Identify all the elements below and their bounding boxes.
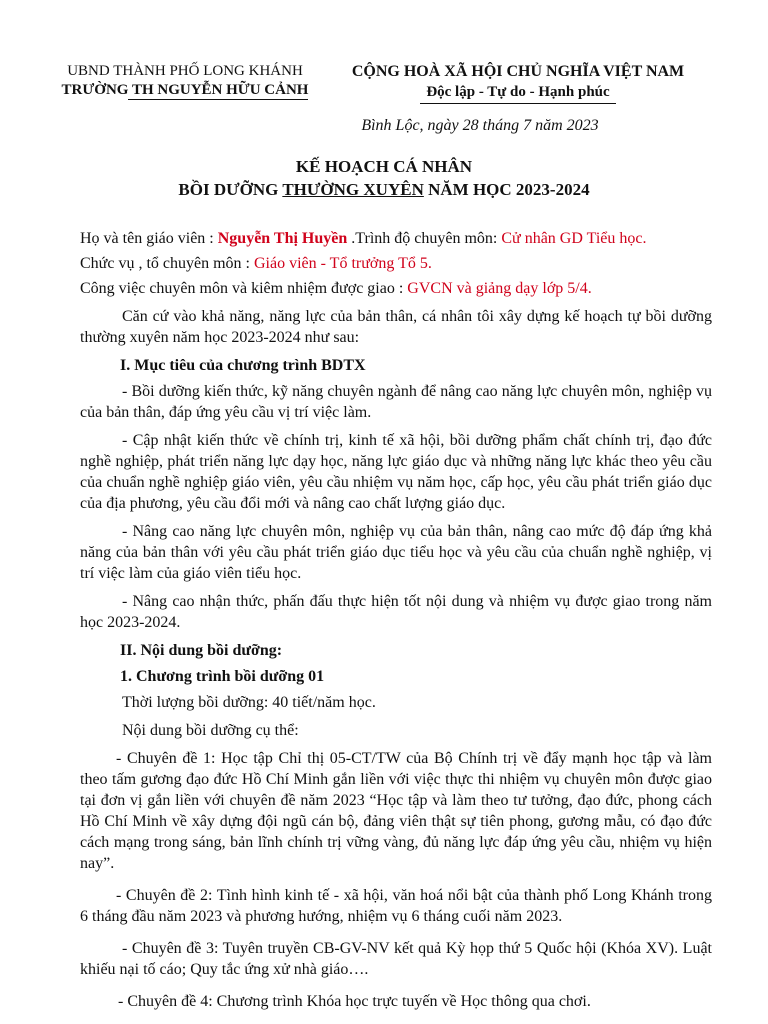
doc-title: KẾ HOẠCH CÁ NHÂN xyxy=(295,157,473,176)
topic-item: - Chuyên đề 4: Chương trình Khóa học trực tuyến về Học thông qua chơi. xyxy=(118,993,591,1010)
duty-label: Công việc chuyên môn và kiêm nhiệm được giao : xyxy=(80,280,408,297)
level-value: Cử nhân GD Tiểu học. xyxy=(501,230,647,247)
subtitle-part-c: NĂM HỌC 2023-2024 xyxy=(423,180,590,199)
document-date: Bình Lộc, ngày 28 tháng 7 năm 2023 xyxy=(361,117,599,134)
document-body xyxy=(80,228,712,1012)
section1-item: - Bồi dưỡng kiến thức, kỹ năng chuyên ngành để nâng cao năng lực chuyên môn, nghiệp vụ của bản thân, đáp ứng yêu cầu vị trí việc làm. xyxy=(80,383,712,421)
topic-item: - Chuyên đề 3: Tuyên truyền CB-GV-NV kết quả Kỳ họp thứ 5 Quốc hội (Khóa XV). Luật khiếu nại tố cáo; Quy tắc ứng xử nhà giáo…. xyxy=(80,940,712,978)
teacher-info-line xyxy=(80,228,712,249)
position-value: Giáo viên - Tổ trưởng Tổ 5. xyxy=(253,255,432,272)
topic-item: - Chuyên đề 1: Học tập Chỉ thị 05-CT/TW của Bộ Chính trị về đẩy mạnh học tập và làm theo tấm gương đạo đức Hồ Chí Minh gắn liền với việc thực thi nhiệm vụ chuyên môn được giao tại đơn vị gắn liền với chuyên đề năm 2023 “Học tập và làm theo tư tưởng, đạo đức, phong cách Hồ Chí Minh về xây dựng đội ngũ cán bộ, đảng viên thật sự tiên phong, gương mẫu, có đạo đức cách mạng trong sáng, bản lĩnh chính trị vững vàng, đủ năng lực đáp ứng yêu cầu, nhiệm vụ hiện nay”. xyxy=(80,750,712,872)
program-heading: 1. Chương trình bồi dưỡng 01 xyxy=(120,668,325,685)
school-name-underlined: TH NGUYỄN HỮU CẢNH xyxy=(128,82,309,98)
doc-subtitle xyxy=(0,180,768,200)
school-name xyxy=(40,81,330,100)
subtitle-part-a: BỒI DƯỠNG xyxy=(178,180,283,199)
duty-line xyxy=(80,278,712,299)
subtitle-part-b: THƯỜNG XUYÊN xyxy=(282,180,424,199)
detail-label: Nội dung bồi dưỡng cụ thể: xyxy=(122,722,299,739)
position-label: Chức vụ , tổ chuyên môn : xyxy=(80,255,254,272)
org-name: UBND THÀNH PHỐ LONG KHÁNH xyxy=(67,63,303,79)
nation-title: CỘNG HOÀ XÃ HỘI CHỦ NGHĨA VIỆT NAM xyxy=(351,63,685,80)
level-label: .Trình độ chuyên môn: xyxy=(347,230,502,247)
header-left xyxy=(40,62,330,100)
topic-item: - Chuyên đề 2: Tình hình kinh tế - xã hội, văn hoá nổi bật của thành phố Long Khánh trong 6 tháng đầu năm 2023 và phương hướng, nhiệm vụ 6 tháng cuối năm 2023. xyxy=(80,887,712,925)
header-right xyxy=(318,62,718,104)
name-label: Họ và tên giáo viên : xyxy=(80,230,218,247)
section1-heading: I. Mục tiêu của chương trình BDTX xyxy=(120,357,366,374)
section1-item: - Nâng cao nhận thức, phấn đấu thực hiện tốt nội dung và nhiệm vụ được giao trong năm học 2023-2024. xyxy=(80,593,712,631)
motto: Độc lập - Tự do - Hạnh phúc xyxy=(420,82,615,104)
position-line xyxy=(80,253,712,274)
school-prefix: TRƯỜNG xyxy=(61,82,129,98)
intro-paragraph: Căn cứ vào khả năng, năng lực của bản thân, cá nhân tôi xây dựng kế hoạch tự bồi dưỡng thường xuyên năm học 2023-2024 như sau: xyxy=(80,308,712,346)
section1-item: - Cập nhật kiến thức về chính trị, kinh tế xã hội, bồi dưỡng phẩm chất chính trị, đạo đức nghề nghiệp, phát triển năng lực dạy học, năng lực giáo dục và những năng lực khác theo yêu cầu của chuẩn nghề nghiệp giáo viên, yêu cầu nhiệm vụ năm học, cấp học, yêu cầu phát triển giáo dục của địa phương, yêu cầu đổi mới và nâng cao chất lượng giáo dục. xyxy=(80,432,712,512)
section2-heading: II. Nội dung bồi dưỡng: xyxy=(120,642,283,659)
section1-item: - Nâng cao năng lực chuyên môn, nghiệp vụ của bản thân, nâng cao mức độ đáp ứng khả năng của bản thân với yêu cầu phát triển giáo dục tiểu học và yêu cầu của chuẩn nghề nghiệp, vị trí việc làm của giáo viên tiểu học. xyxy=(80,523,712,582)
duration-line: Thời lượng bồi dưỡng: 40 tiết/năm học. xyxy=(122,694,376,711)
duty-value: GVCN và giảng dạy lớp 5/4. xyxy=(407,280,592,297)
teacher-name: Nguyễn Thị Huyền xyxy=(217,230,348,247)
